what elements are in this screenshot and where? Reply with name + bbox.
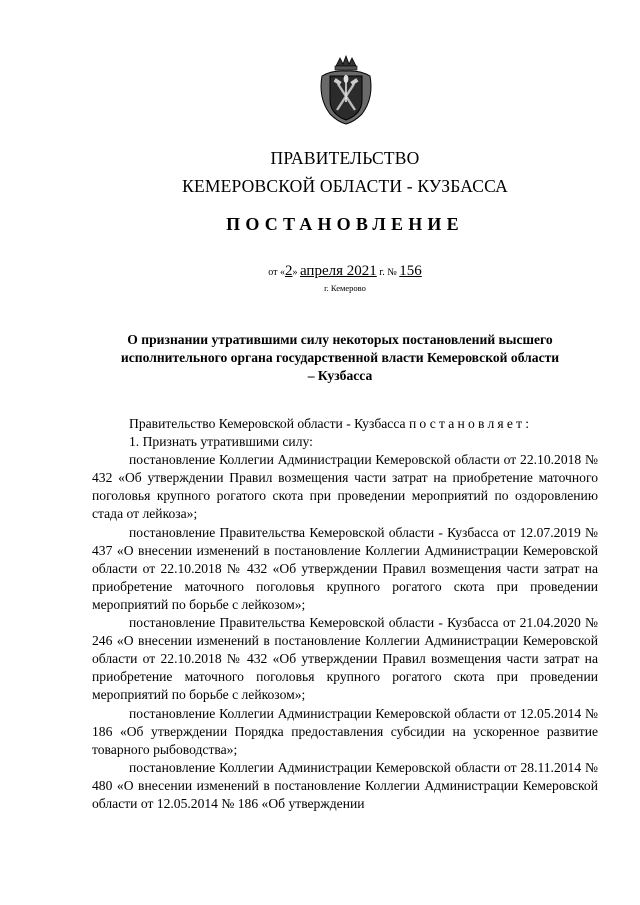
list-item: постановление Правительства Кемеровской области - Кузбасса от 12.07.2019 № 437 «О внесении изменений в постановление Коллегии Администрации Кемеровской области от 22.10.2018 № 432 «Об утверждении Правил возмещения части затрат на приобретение маточного поголовья крупного рогатого скота при проведении мероприятий по борьбе с лейкозом»; (92, 524, 598, 612)
date-year-suffix: г. (379, 267, 385, 278)
list-item: постановление Коллегии Администрации Кемеровской области от 12.05.2014 № 186 «Об утверждении Порядка предоставления субсидии на ускоренное развитие товарного рыбоводства»; (92, 705, 598, 757)
date-day: 2 (284, 263, 293, 279)
date-close-quote: » (292, 267, 298, 278)
document-heading: О признании утратившими силу некоторых постановлений высшего исполнительного органа государственной власти Кемеровской области – Кузбасса (120, 332, 560, 383)
list-item: постановление Коллегии Администрации Кемеровской области от 22.10.2018 № 432 «Об утверждении Правил возмещения части затрат на приобретение маточного поголовья крупного рогатого скота при проведении мероприятий по оздоровлению стада от лейкоза»; (92, 452, 598, 522)
document-type: ПОСТАНОВЛЕНИЕ (226, 214, 464, 234)
number-sign: № (387, 267, 397, 278)
list-item: постановление Правительства Кемеровской области - Кузбасса от 21.04.2020 № 246 «О внесении изменений в постановление Коллегии Администрации Кемеровской области от 22.10.2018 № 432 «Об утверждении Правил возмещения части затрат на приобретение маточного поголовья крупного рогатого скота при проведении мероприятий по борьбе с лейкозом»; (92, 615, 598, 703)
intro-text: Правительство Кемеровской области - Кузбасса (129, 416, 409, 431)
date-month-year: апреля 2021 (299, 263, 377, 279)
point-1: 1. Признать утратившими силу: (129, 434, 313, 450)
date-number-line (0, 263, 640, 280)
list-item: постановление Коллегии Администрации Кемеровской области от 28.11.2014 № 480 «О внесении изменений в постановление Коллегии Администрации Кемеровской области от 12.05.2014 № 186 «Об утверждении (92, 759, 598, 811)
intro-decree-word: постановляет: (408, 416, 533, 431)
document-body (92, 415, 598, 813)
intro-paragraph (92, 415, 598, 433)
date-from-label: от (268, 267, 278, 278)
decree-number: 156 (399, 263, 422, 279)
city-label: г. Кемерово (324, 283, 366, 293)
government-name-line2: КЕМЕРОВСКОЙ ОБЛАСТИ - КУЗБАССА (182, 176, 508, 196)
coat-of-arms-icon (316, 54, 376, 126)
government-name-line1: ПРАВИТЕЛЬСТВО (270, 148, 420, 168)
date-open-quote: « (279, 267, 285, 278)
